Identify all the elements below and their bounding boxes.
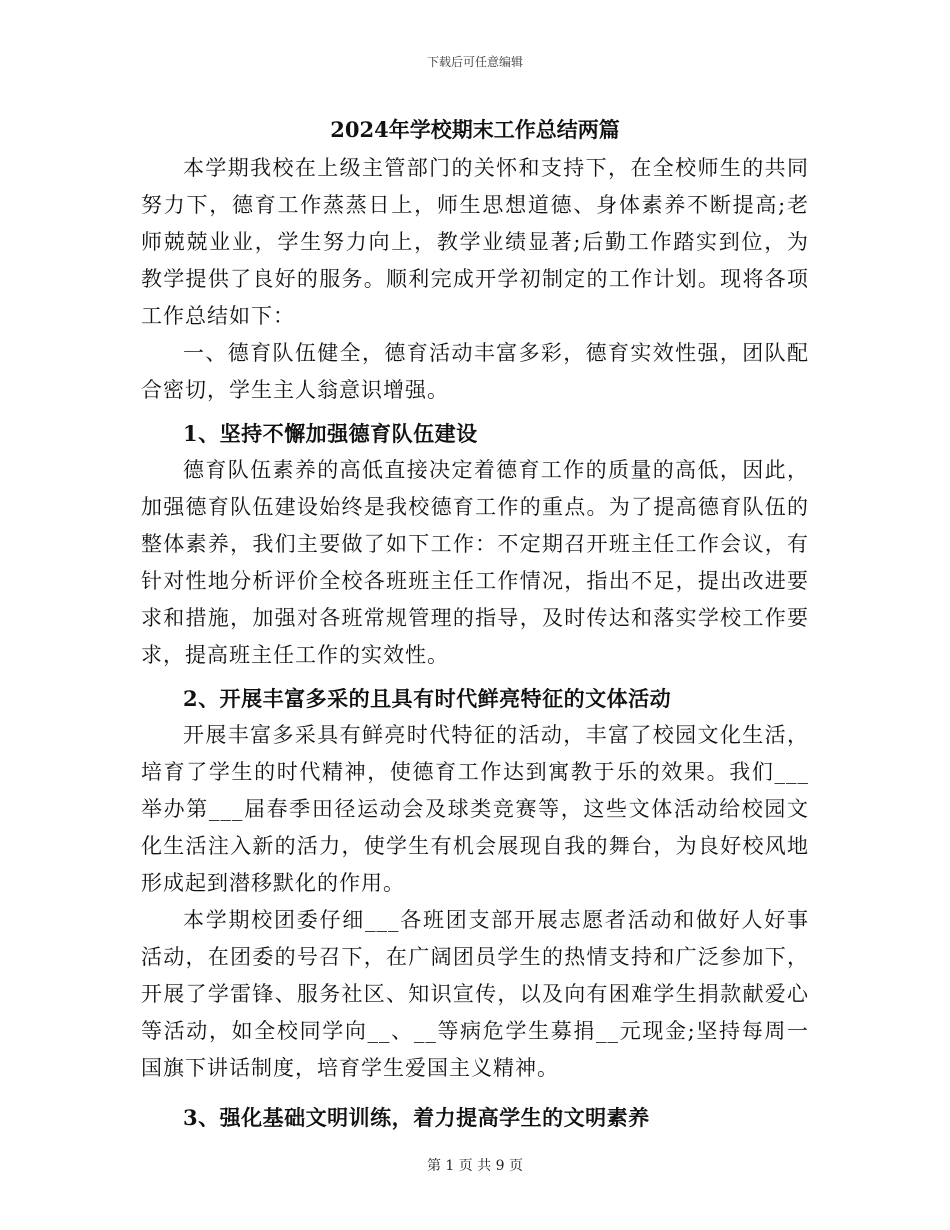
intro-paragraph: 本学期我校在上级主管部门的关怀和支持下，在全校师生的共同努力下，德育工作蒸蒸日上，师生思想道德、身体素养不断提高;老师兢兢业业，学生努力向上，教学业绩显著;后勤工作踏实到位，为教学提供了良好的服务。顺利完成开学初制定的工作计划。现将各项工作总结如下： xyxy=(141,156,809,328)
document-title: 2024年学校期末工作总结两篇 xyxy=(330,117,620,142)
page-number: 第 1 页 共 9 页 xyxy=(426,1158,524,1174)
paragraph-activities: 开展丰富多采具有鲜亮时代特征的活动，丰富了校园文化生活，培育了学生的时代精神，使德育工作达到寓教于乐的效果。我们___举办第___届春季田径运动会及球类竞赛等，这些文体活动给校园文化生活注入新的活力，使学生有机会展现自我的舞台，为良好校风地形成起到潜移默化的作用。 xyxy=(141,723,809,895)
subheading-1: 1、坚持不懈加强德育队伍建设 xyxy=(183,421,478,446)
download-note: 下载后可任意编辑 xyxy=(426,55,523,69)
paragraph-volunteer: 本学期校团委仔细___各班团支部开展志愿者活动和做好人好事活动，在团委的号召下，在广阔团员学生的热情支持和广泛参加下，开展了学雷锋、服务社区、知识宣传，以及向有困难学生捐款献爱心等活动，如全校同学向__、__等病危学生募捐__元现金;坚持每周一国旗下讲话制度，培育学生爱国主义精神。 xyxy=(141,908,809,1080)
subheading-2: 2、开展丰富多采的且具有时代鲜亮特征的文体活动 xyxy=(183,686,672,711)
paragraph-team-building: 德育队伍素养的高低直接决定着德育工作的质量的高低，因此，加强德育队伍建设始终是我校德育工作的重点。为了提高德育队伍的整体素养，我们主要做了如下工作：不定期召开班主任工作会议，有针对性地分析评价全校各班班主任工作情况，指出不足，提出改进要求和措施，加强对各班常规管理的指导，及时传达和落实学校工作要求，提高班主任工作的实效性。 xyxy=(141,458,809,667)
subheading-3: 3、强化基础文明训练，着力提高学生的文明素养 xyxy=(183,1105,650,1130)
section-one-paragraph: 一、德育队伍健全，德育活动丰富多彩，德育实效性强，团队配合密切，学生主人翁意识增强。 xyxy=(141,341,809,402)
document-body xyxy=(141,150,809,1136)
